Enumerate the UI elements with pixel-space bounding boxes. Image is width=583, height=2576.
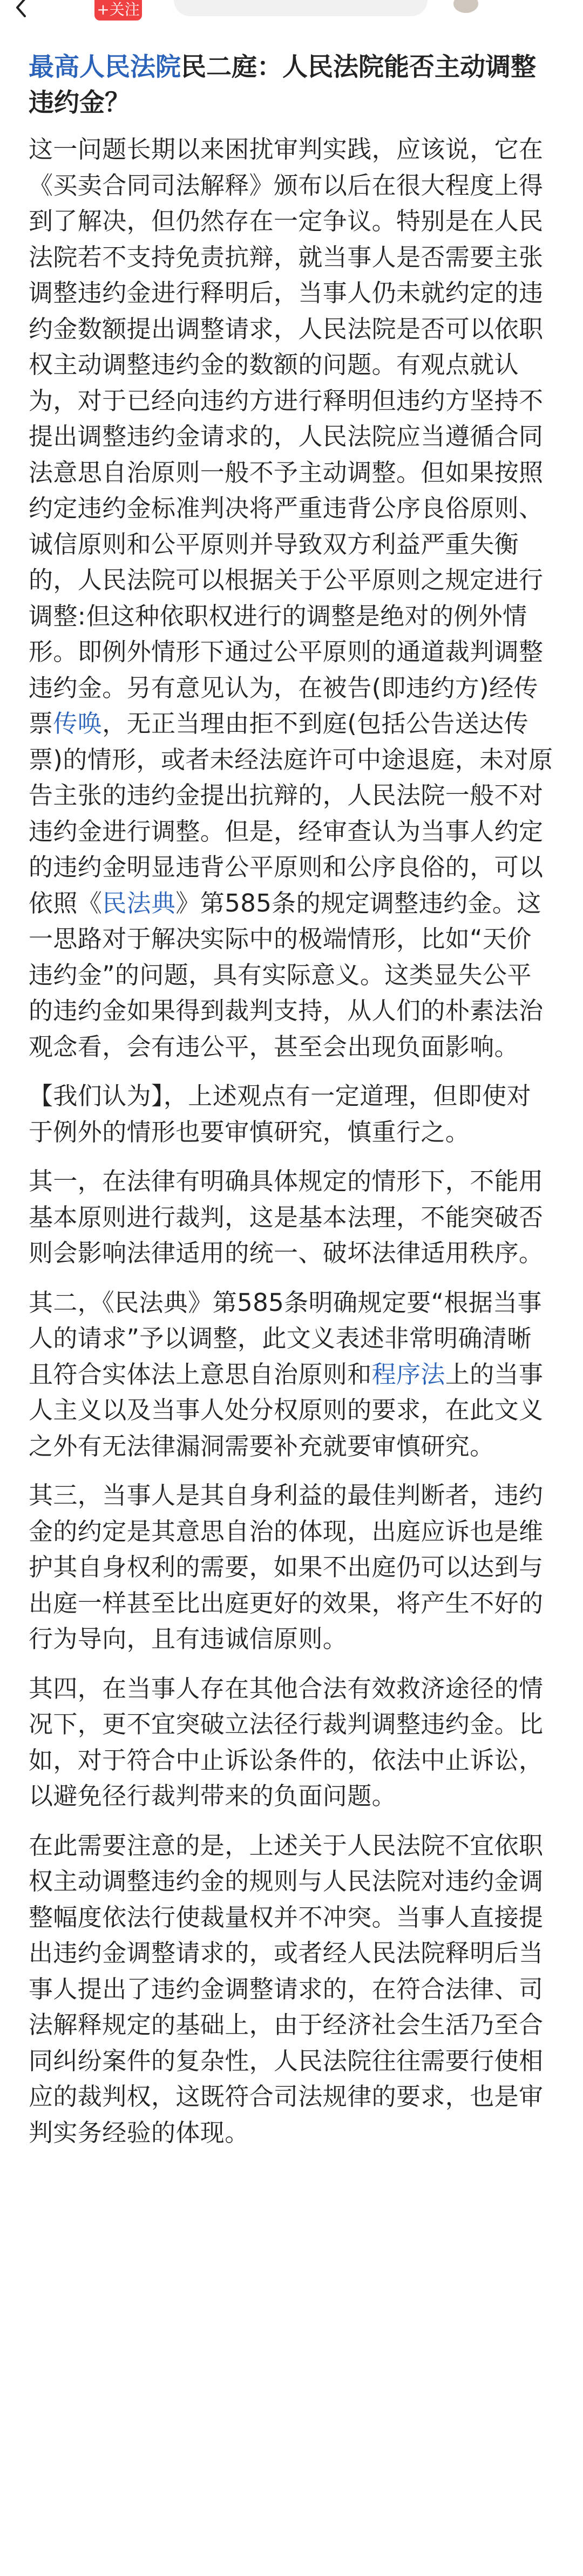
- paragraph-4: [29, 1285, 555, 1465]
- text-segment: 其三，当事人是其自身利益的最佳判断者，违约金的约定是其意思自治的体现，出庭应诉也是维护其自身权利的需要，如果不出庭仍可以达到与出庭一样甚至比出庭更好的效果，将产生不好的行为导向，且有违诚信原则。: [29, 1481, 544, 1653]
- keyword-link[interactable]: 传唤: [53, 709, 103, 738]
- back-arrow-icon[interactable]: [11, 0, 32, 18]
- text-segment: 【我们认为】，上述观点有一定道理，但即使对于例外的情形也要审慎研究，慎重行之。: [29, 1082, 531, 1146]
- top-bar: [0, 0, 583, 32]
- article-heading: [29, 50, 555, 121]
- text-segment: 其二，《民法典》第585条明确规定要“根据当事人的请求”予以调整，此文义表述非常明确清晰且符合实体法上意思自治原则和: [29, 1288, 542, 1389]
- text-segment: 在此需要注意的是，上述关于人民法院不宜依职权主动调整违约金的规则与人民法院对违约金调整幅度依法行使裁量权并不冲突。当事人直接提出违约金调整请求的，或者经人民法院释明后当事人提出了违约金调整请求的，在符合法律、司法解释规定的基础上，由于经济社会生活乃至合同纠纷案件的复杂性，人民法院往往需要行使相应的裁判权，这既符合司法规律的要求，也是审判实务经验的体现。: [29, 1831, 544, 2147]
- avatar[interactable]: [453, 0, 478, 13]
- text-segment: 上的当事人主义以及当事人处分权原则的要求，在此文义之外有无法律漏洞需要补充就要审慎研究。: [29, 1360, 544, 1460]
- article-body: [29, 50, 555, 2164]
- heading-text: 民二庭：人民法院能否主动调整违约金？: [29, 52, 536, 118]
- text-segment: ，无正当理由拒不到庭(包括公告送达传票)的情形，或者未经法庭许可中途退庭，未对原告主张的违约金提出抗辩的，人民法院一般不对违约金进行调整。但是，经审查认为当事人约定的违约金明显违背公平原则和公序良俗的，可以依照《: [29, 709, 553, 917]
- search-bar[interactable]: [174, 0, 428, 16]
- keyword-link[interactable]: 程序法: [371, 1360, 445, 1389]
- paragraph-6: [29, 1671, 555, 1814]
- heading-link[interactable]: 最高人民法院: [29, 52, 181, 82]
- paragraph-3: [29, 1164, 555, 1272]
- follow-button[interactable]: +关注: [94, 0, 142, 21]
- text-segment: 其四，在当事人存在其他合法有效救济途径的情况下，更不宜突破立法径行裁判调整违约金。比如，对于符合中止诉讼条件的，依法中止诉讼，以避免径行裁判带来的负面问题。: [29, 1674, 544, 1810]
- text-segment: 其一，在法律有明确具体规定的情形下，不能用基本原则进行裁判，这是基本法理，不能突破否则会影响法律适用的统一、破坏法律适用秩序。: [29, 1167, 544, 1267]
- text-segment: 》第585条的规定调整违约金。这一思路对于解决实际中的极端情形，比如“天价违约金”的问题，具有实际意义。这类显失公平的违约金如果得到裁判支持，从人们的朴素法治观念看，会有违公平，甚至会出现负面影响。: [29, 888, 544, 1061]
- keyword-link[interactable]: 民法典: [102, 888, 176, 917]
- paragraph-2: [29, 1078, 555, 1150]
- paragraph-1: [29, 132, 555, 1065]
- paragraph-7: [29, 1828, 555, 2151]
- text-segment: 这一问题长期以来困扰审判实践，应该说，它在《买卖合同司法解释》颁布以后在很大程度上得到了解决，但仍然存在一定争议。特别是在人民法院若不支持免责抗辩，就当事人是否需要主张调整违约金进行释明后，当事人仍未就约定的违约金数额提出调整请求，人民法院是否可以依职权主动调整违约金的数额的问题。有观点就认为，对于已经向违约方进行释明但违约方坚持不提出调整违约金请求的，人民法院应当遵循合同法意思自治原则一般不予主动调整。但如果按照约定违约金标准判决将严重违背公序良俗原则、诚信原则和公平原则并导致双方利益严重失衡的，人民法院可以根据关于公平原则之规定进行调整:但这种依职权进行的调整是绝对的例外情形。即例外情形下通过公平原则的通道裁判调整违约金。另有意见认为，在被告(即违约方)经传票: [29, 135, 544, 738]
- paragraph-5: [29, 1478, 555, 1657]
